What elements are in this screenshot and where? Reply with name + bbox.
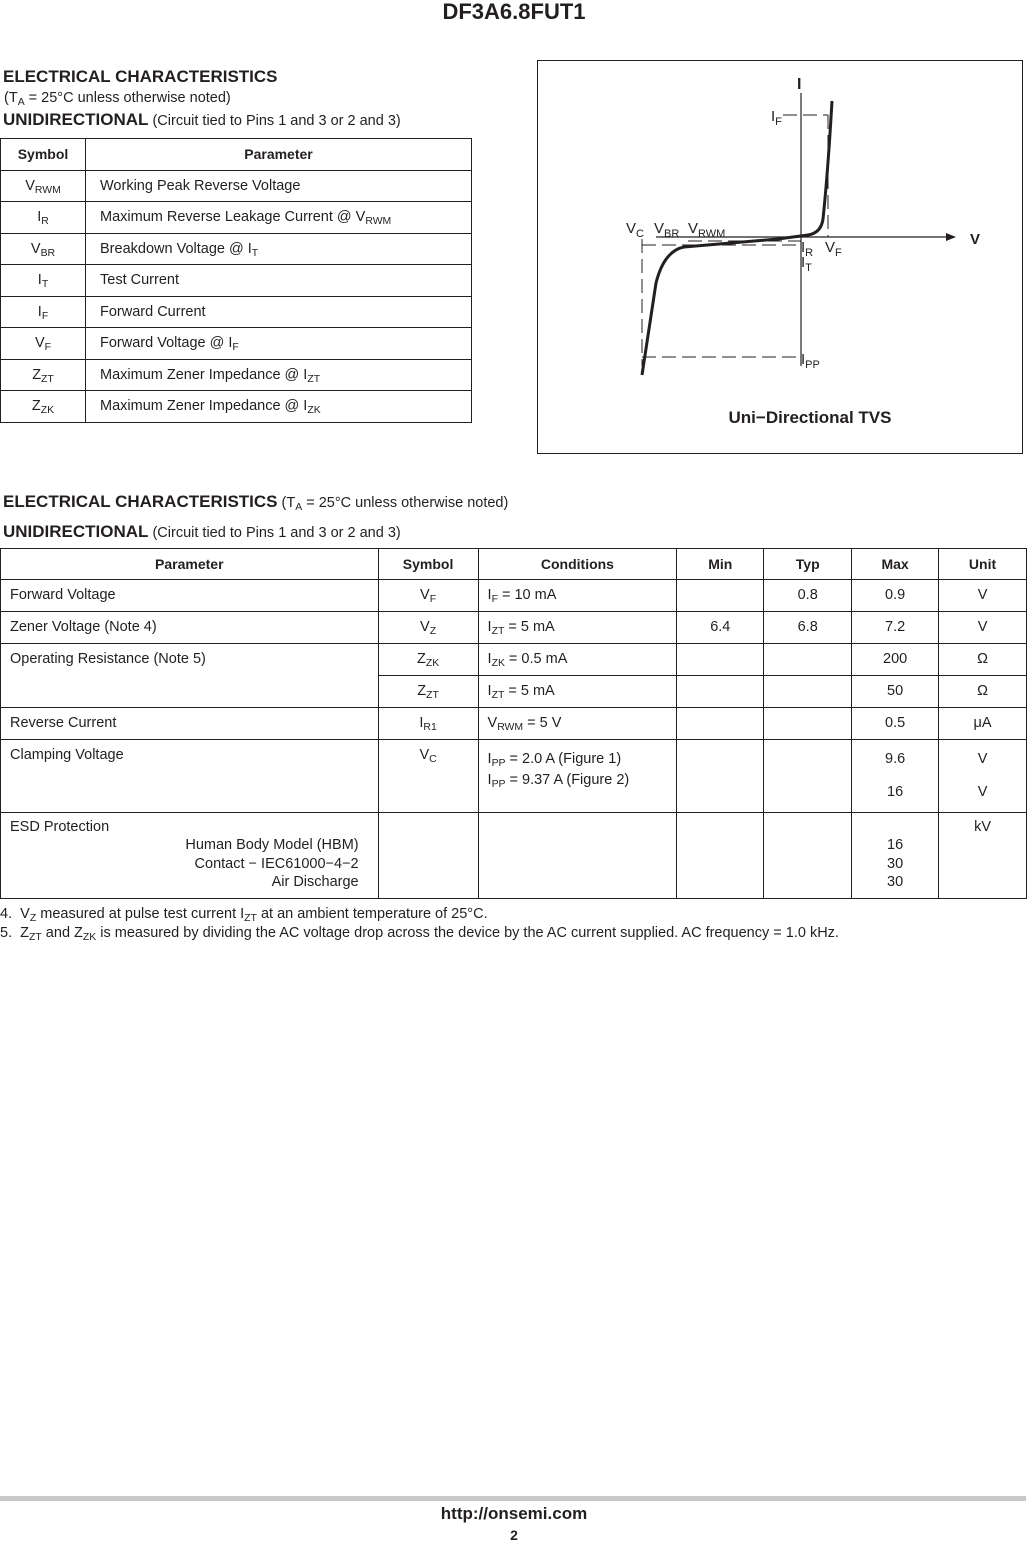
vrwm-label: $V_{RWM}$ [688,220,726,240]
table-row [1,170,472,202]
symbol-cell: $I_T$ [1,265,86,297]
parameter-cell: Breakdown Voltage @ $I_T$ [86,233,472,265]
ir-label: $I_R$ [801,239,814,259]
vc-label: $V_C$ [626,220,644,240]
esd-air-label: Air Discharge [271,874,359,890]
max-cell: 200 [852,644,939,676]
section2-heading-text: ELECTRICAL CHARACTERISTICS [3,492,278,511]
unit-cell [939,740,1027,813]
axis-i-label: I [797,76,802,93]
symbol-cell: $V_F$ [1,328,86,360]
typ-cell [764,813,852,899]
parameter-cell: Forward Current [86,296,472,328]
document-title: DF3A6.8FUT1 [442,0,586,24]
footer-url-link[interactable]: http://onsemi.com [440,1504,588,1523]
min-cell [677,740,764,813]
typ-cell: 0.8 [764,580,852,612]
min-cell [677,644,764,676]
table-row [1,296,472,328]
conditions-header: Conditions [478,549,677,580]
esd-contact-label: Contact − IEC61000−4−2 [194,855,359,872]
table-row [1,644,1027,676]
typ-cell [764,708,852,740]
parameter-header: Parameter [86,139,472,171]
min-cell [677,676,764,708]
table-row [1,233,472,265]
ec-header-row [1,549,1027,580]
esd-max-hbm: 16 [887,837,904,853]
unit-cell [939,813,1027,899]
esd-label: ESD Protection [10,819,110,835]
min-header: Min [677,549,764,580]
section1-heading [3,67,278,87]
conditions-cell [478,740,677,813]
symbol-cell: $V_Z$ [378,612,478,644]
unit-cell: Ω [939,676,1027,708]
conditions-cell [478,813,677,899]
esd-max-air: 30 [887,874,904,890]
table-row [1,328,472,360]
typ-cell: 6.8 [764,612,852,644]
table-row [1,740,1027,813]
min-cell [677,813,764,899]
cond-sub: A [17,96,25,108]
max-cell: 0.9 [852,580,939,612]
max-value-1: 9.6 [885,751,906,767]
param-cell [1,813,379,899]
symbol-header: Symbol [378,549,478,580]
mode-note: (Circuit tied to Pins 1 and 3 or 2 and 3) [148,113,401,129]
section1-heading-text: ELECTRICAL CHARACTERISTICS [3,67,278,86]
symbol-cell: $I_F$ [1,296,86,328]
parameter-header: Parameter [1,549,379,580]
max-cell: 7.2 [852,612,939,644]
symbol-table [0,138,472,423]
table-row [1,813,1027,899]
unit-value-2: V [977,784,988,800]
param-cell: Clamping Voltage [1,740,379,813]
typ-cell [764,644,852,676]
parameter-cell: Maximum Reverse Leakage Current @ $V_{RWM}$ [86,202,472,234]
axis-v-label: V [970,231,981,248]
vf-label: $V_F$ [825,239,842,259]
if-label: $I_F$ [771,108,782,128]
unit-cell: μA [939,708,1027,740]
it-label: $I_T$ [801,254,812,274]
electrical-characteristics-table [0,548,1027,899]
parameter-cell: Maximum Zener Impedance @ $I_{ZT}$ [86,359,472,391]
table-row [1,265,472,297]
symbol-cell: $I_{R1}$ [378,708,478,740]
section2-mode [3,522,401,542]
conditions-cell: $I_{ZK} = 0.5$ mA [478,644,677,676]
note-4: 4. $V_Z$ measured at pulse test current $I_{ZT}$ at an ambient temperature of 25°C. [0,906,488,924]
symbol-cell: $V_{BR}$ [1,233,86,265]
conditions-cell: $I_{ZT} = 5$ mA [478,676,677,708]
unit-cell: V [939,580,1027,612]
typ-cell [764,676,852,708]
section1-mode [3,110,401,130]
symbol-cell: $Z_{ZT}$ [378,676,478,708]
param-cell: Reverse Current [1,708,379,740]
table-row [1,612,1027,644]
section1-condition [4,90,231,106]
max-cell: 0.5 [852,708,939,740]
symbol-cell: $V_C$ [378,740,478,813]
mode-note: (Circuit tied to Pins 1 and 3 or 2 and 3) [148,525,401,541]
mode-bold: UNIDIRECTIONAL [3,522,149,541]
iv-characteristic-diagram [537,60,1023,454]
symbol-table-header-row [1,139,472,171]
table-row [1,202,472,234]
min-cell [677,708,764,740]
condition-line-2: $I_{PP} = 9.37$ A (Figure 2) [487,772,630,790]
voltage-axis-arrow [946,233,956,241]
typ-header: Typ [764,549,852,580]
note-5: 5. $Z_{ZT}$ and $Z_{ZK}$ is measured by dividing the AC voltage drop across the device by the AC current supplied. AC frequency = 1.0 kHz. [0,925,839,943]
table-row [1,708,1027,740]
parameter-cell: Test Current [86,265,472,297]
unit-value-1: V [977,751,988,767]
iv-curve-svg [538,61,1022,453]
symbol-cell: $Z_{ZK}$ [1,391,86,423]
section2-condition: ($T_A = 25^\circ C$ unless otherwise noted) [277,495,509,513]
parameter-cell: Working Peak Reverse Voltage [86,170,472,202]
conditions-cell: $V_{RWM} = 5$ V [478,708,677,740]
symbol-cell: $V_F$ [378,580,478,612]
conditions-cell: $I_F = 10$ mA [478,580,677,612]
unit-cell: V [939,612,1027,644]
max-header: Max [852,549,939,580]
cond-post: = 25°C unless otherwise noted) [24,90,231,106]
min-cell: 6.4 [677,612,764,644]
symbol-cell: $Z_{ZK}$ [378,644,478,676]
min-cell [677,580,764,612]
unit-header: Unit [939,549,1027,580]
esd-max-contact: 30 [887,855,904,872]
param-cell: Forward Voltage [1,580,379,612]
max-cell [852,740,939,813]
section2-heading [3,492,508,512]
page-number: 2 [510,1527,518,1543]
max-value-2: 16 [887,784,904,800]
symbol-cell: $V_{RWM}$ [1,170,86,202]
symbol-cell [378,813,478,899]
esd-unit: kV [974,819,991,835]
mode-bold: UNIDIRECTIONAL [3,110,149,129]
conditions-cell: $I_{ZT} = 5$ mA [478,612,677,644]
param-cell: Operating Resistance (Note 5) [1,644,379,708]
table-row [1,391,472,423]
symbol-header: Symbol [1,139,86,171]
graph-caption: Uni−Directional TVS [728,408,892,427]
symbol-cell: $I_R$ [1,202,86,234]
cond-pre: (T [4,90,18,106]
symbol-cell: $Z_{ZT}$ [1,359,86,391]
max-cell [852,813,939,899]
footer-divider [0,1496,1026,1501]
max-cell: 50 [852,676,939,708]
vbr-label: $V_{BR}$ [654,220,680,240]
parameter-cell: Forward Voltage @ $I_F$ [86,328,472,360]
ipp-label: $I_{PP}$ [801,351,820,371]
typ-cell [764,740,852,813]
condition-line-1: $I_{PP} = 2.0$ A (Figure 1) [487,751,622,769]
table-row [1,359,472,391]
table-row [1,580,1027,612]
param-cell: Zener Voltage (Note 4) [1,612,379,644]
unit-cell: Ω [939,644,1027,676]
parameter-cell: Maximum Zener Impedance @ $I_{ZK}$ [86,391,472,423]
esd-hbm-label: Human Body Model (HBM) [185,837,359,853]
